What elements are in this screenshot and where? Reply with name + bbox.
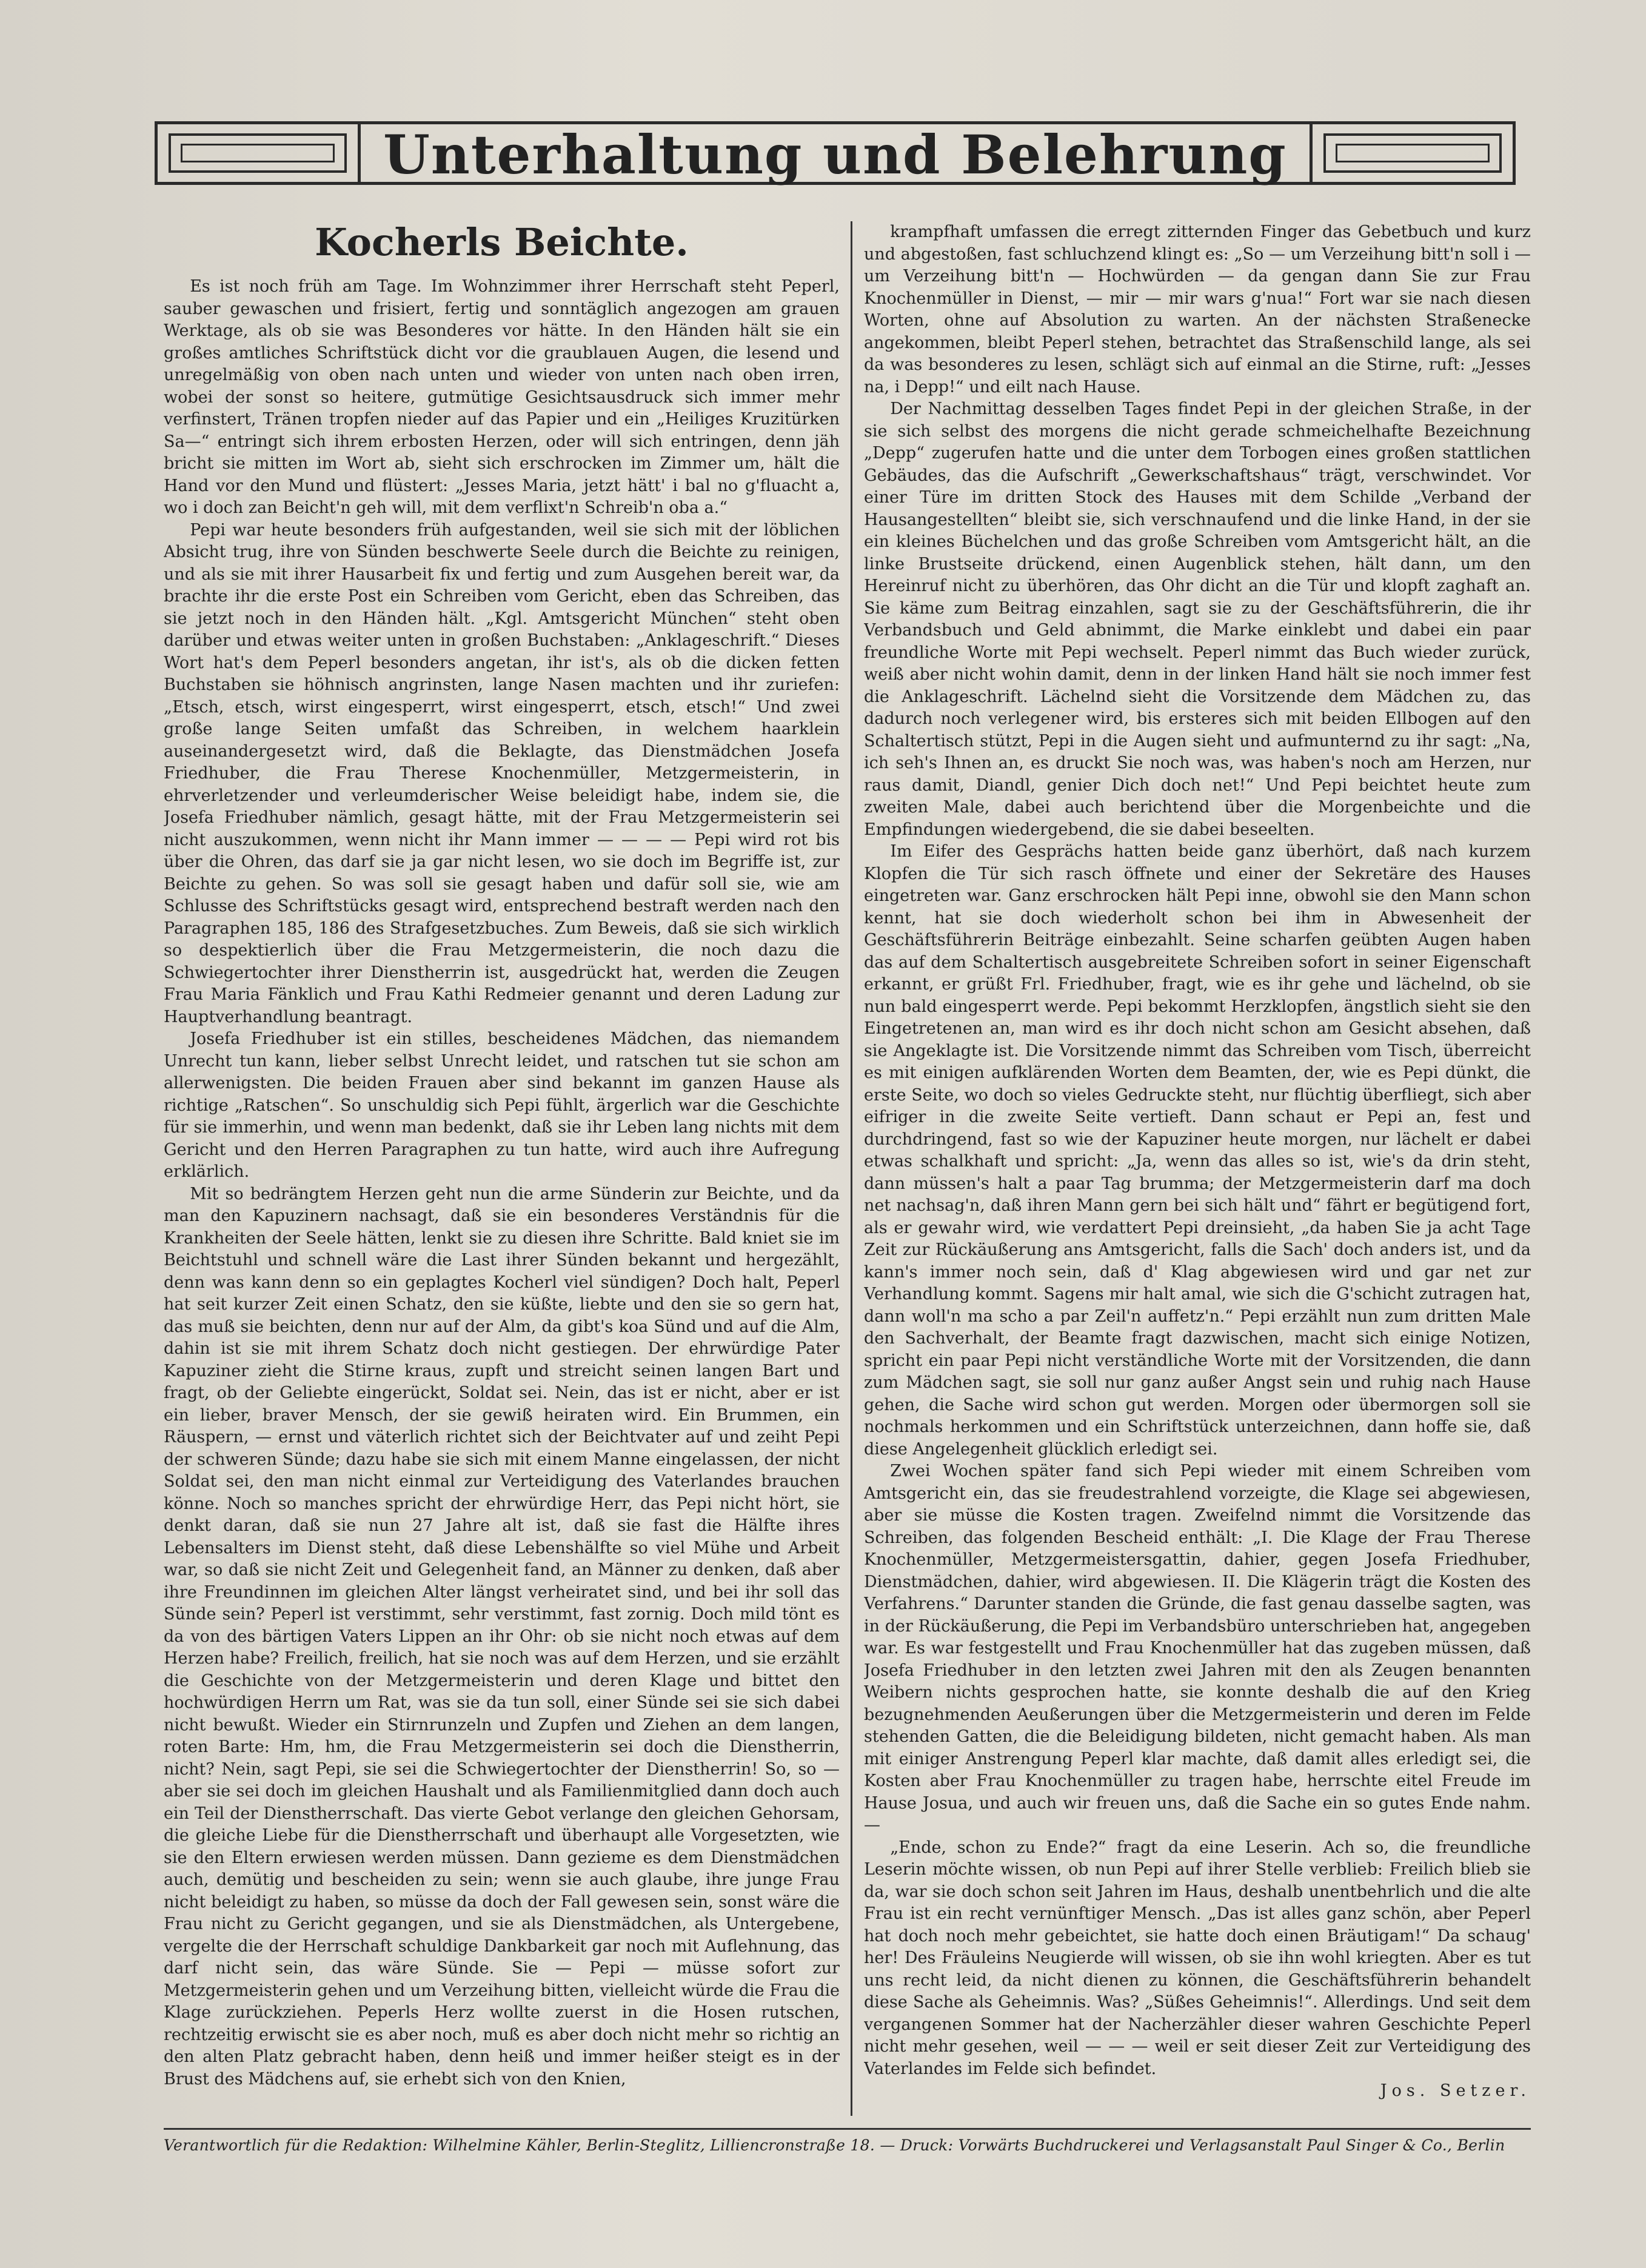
- right-column: [864, 221, 1531, 2119]
- article-title: Kocherls Beichte.: [315, 221, 689, 264]
- paragraph: Der Nachmittag desselben Tages findet Pepi in der gleichen Straße, in der sie sich selbst des morgens die nicht gerade schmeichelhafte Bezeichnung „Depp“ zugerufen hatte und die unter dem Torbogen eines großen stattlichen Gebäudes, das die Aufschrift „Gewerkschaftshaus“ trägt, verschwindet. Vor einer Türe im dritten Stock des Hauses mit dem Schilde „Verband der Hausangestellten“ bleibt sie, sich verschnaufend und die linke Hand, in der sie ein kleines Büchelchen und das große Schreiben vom Amtsgericht hält, an die linke Brustseite drückend, einen Augenblick stehen, hält dann, um den Hereinruf nicht zu überhören, das Ohr dicht an die Tür und klopft zaghaft an. Sie käme zum Beitrag einzahlen, sagt sie zu der Geschäftsführerin, die ihr Verbandsbuch und Geld abnimmt, die Marke einklebt und dabei ein paar freundliche Worte mit Pepi wechselt. Peperl nimmt das Buch wieder zurück, weiß aber nicht wohin damit, denn in der linken Hand hält sie noch immer fest die Anklageschrift. Lächelnd sieht die Vorsitzende dem Mädchen zu, das dadurch noch verlegener wird, bis ersteres sich mit beiden Ellbogen auf den Schaltertisch stützt, Pepi in die Augen sieht und aufmunternd zu ihr sagt: „Na, ich seh's Ihnen an, es druckt Sie noch was, was haben's noch am Herzen, nur raus damit, Diandl, genier Dich doch net!“ Und Pepi beichtet heute zum zweiten Male, dabei auch berichtend über die Morgenbeichte und die Empfindungen wiedergebend, die sie dabei beseelten.: [864, 400, 1531, 839]
- footer-rule: [164, 2128, 1531, 2130]
- article-author: Jos. Setzer.: [1380, 2081, 1531, 2100]
- left-column: [164, 221, 840, 2119]
- paragraph: Im Eifer des Gesprächs hatten beide ganz überhört, daß nach kurzem Klopfen die Tür sich rasch öffnete und einer der Sekretäre des Hauses eingetreten war. Ganz erschrocken hält Pepi inne, obwohl sie den Mann schon kennt, hat sie doch wiederholt schon bei ihm in Abwesenheit der Geschäftsführerin Beiträge einbezahlt. Seine scharfen geübten Augen haben das auf dem Schaltertisch ausgebreitete Schreiben sofort in seiner Eigenschaft erkannt, er grüßt Frl. Friedhuber, fragt, wie es ihr gehe und lächelnd, ob sie nun bald eingesperrt werde. Pepi bekommt Herzklopfen, ängstlich sieht sie den Eingetretenen an, man wird es ihr doch nicht schon am Gesicht absehen, daß sie Angeklagte ist. Die Vorsitzende nimmt das Schreiben vom Tisch, überreicht es mit einigen aufklärenden Worten dem Beamten, der, wie es Pepi dünkt, die erste Seite, wo doch so vieles Gedruckte steht, nur flüchtig überfliegt, sich aber eifriger in die zweite Seite vertieft. Dann schaut er Pepi an, fest und durchdringend, fast so wie der Kapuziner heute morgen, nur lächelt er dabei etwas schalkhaft und spricht: „Ja, wenn das alles so ist, wie's da drin steht, dann müssen's halt a paar Tag brumma; der Metzgermeisterin darf ma doch net nachsag'n, daß ihren Mann gern bei sich hält und“ fährt er begütigend fort, als er gewahr wird, wie verdattert Pepi dreinsieht, „da haben Sie ja acht Tage Zeit zur Rückäußerung ans Amtsgericht, falls die Sach' doch anders ist, und da kann's immer noch sein, daß d' Klag abgewiesen wird und gar net zur Verhandlung kommt. Sagens mir halt amal, wie sich die G'schicht zutragen hat, dann woll'n ma scho a par Zeil'n auffetz'n.“ Pepi erzählt nun zum dritten Male den Sachverhalt, der Beamte fragt dazwischen, macht sich einige Notizen, spricht ein paar Pepi nicht verständliche Worte mit der Vorsitzenden, die dann zum Mädchen sagt, sie soll nur ganz außer Angst sein und ruhig nach Hause gehen, die Sache wird schon gut werden. Morgen oder übermorgen soll sie nochmals herkommen und ein Schriftstück unterzeichnen, dann hoffe sie, daß diese Angelegenheit glücklich erledigt sei.: [864, 842, 1531, 1459]
- paragraph: Pepi war heute besonders früh aufgestanden, weil sie sich mit der löblichen Absicht trug, ihre von Sünden beschwerte Seele durch die Beichte zu reinigen, und als sie mit ihrer Hausarbeit fix und fertig und zum Ausgehen bereit war, da brachte ihr die erste Post ein Schreiben vom Gericht, eben das Schreiben, das sie jetzt noch in den Händen hält. „Kgl. Amtsgericht München“ steht oben darüber und etwas weiter unten in großen Buchstaben: „Anklageschrift.“ Dieses Wort hat's dem Peperl besonders angetan, ihr ist's, als ob die dicken fetten Buchstaben sie höhnisch angrinsten, lange Nasen machten und ihr zuriefen: „Etsch, etsch, wirst eingesperrt, wirst eingesperrt, etsch, etsch!“ Und zwei große lange Seiten umfaßt das Schreiben, in welchem haarklein auseinandergesetzt wird, daß die Beklagte, das Dienstmädchen Josefa Friedhuber, die Frau Therese Knochenmüller, Metzgermeisterin, in ehrverletzender und verleumderischer Weise beleidigt habe, indem sie, die Josefa Friedhuber nämlich, gesagt hätte, mit der Frau Metzgermeisterin sei nicht auszukommen, wenn nicht ihr Mann immer — — — — Pepi wird rot bis über die Ohren, das darf sie ja gar nicht lesen, wo sie doch im Begriffe ist, zur Beichte zu gehen. So was soll sie gesagt haben und dafür soll sie, wie am Schlusse des Schriftstücks gesagt wird, entsprechend bestraft werden nach den Paragraphen 185, 186 des Strafgesetzbuches. Zum Beweis, daß sie sich wirklich so despektierlich über die Frau Metzgermeisterin, die noch dazu die Schwiegertochter ihrer Dienstherrin ist, ausgedrückt hat, werden die Zeugen Frau Maria Fänklich und Frau Kathi Redmeier genannt und deren Ladung zur Hauptverhandlung beantragt.: [164, 520, 840, 1026]
- paragraph: krampfhaft umfassen die erregt zitternden Finger das Gebetbuch und kurz und abgestoßen, fast schluchzend klingt es: „So — um Verzeihung bitt'n soll i — um Verzeihung bitt'n — Hochwürden — da gengan dann Sie zur Frau Knochenmüller in Dienst, — mir — mir wars g'nua!“ Fort war sie nach diesen Worten, ohne auf Absolution zu warten. An der nächsten Straßenecke angekommen, bleibt Peperl stehen, betrachtet das Straßenschild lange, als sei da was besonderes zu lesen, schlägt sich auf einmal an die Stirne, ruft: „Jesses na, i Depp!“ und eilt nach Hause.: [864, 222, 1531, 396]
- imprint-footer: Verantwortlich für die Redaktion: Wilhelmine Kähler, Berlin-Steglitz, Lilliencronstraße 18. — Druck: Vorwärts Buchdruckerei und Verlagsanstalt Paul Singer & Co., Berlin: [164, 2136, 1505, 2154]
- section-title: Unterhaltung und Belehrung: [383, 123, 1287, 186]
- paragraph: Zwei Wochen später fand sich Pepi wieder mit einem Schreiben vom Amtsgericht ein, das sie freudestrahlend vorzeigte, die Klage sei abgewiesen, aber sie müsse die Kosten tragen. Zweifelnd nimmt die Vorsitzende das Schreiben, das folgenden Bescheid enthält: „I. Die Klage der Frau Therese Knochenmüller, Metzgermeistersgattin, dahier, gegen Josefa Friedhuber, Dienstmädchen, dahier, wird abgewiesen. II. Die Klägerin trägt die Kosten des Verfahrens.“ Darunter standen die Gründe, die fast genau dasselbe sagten, was in der Rückäußerung, die Pepi im Verbandsbüro unterschrieben hat, angegeben war. Es war festgestellt und Frau Knochenmüller hat das zugeben müssen, daß Josefa Friedhuber in den letzten zwei Jahren mit den als Zeugen benannten Weibern nichts gesprochen hatte, sie konnte deshalb die auf den Krieg bezugnehmenden Aeußerungen über die Metzgermeisterin und deren im Felde stehenden Gatten, die die Beleidigung bildeten, nicht gemacht haben. Als man mit einiger Anstrengung Peperl klar machte, daß damit alles erledigt sei, die Kosten aber Frau Knochenmüller zu tragen habe, herrschte eitel Freude im Hause Josua, und auch wir freuen uns, daß die Sache ein so gutes Ende nahm. —: [864, 1462, 1531, 1835]
- section-header: [155, 91, 1516, 212]
- paragraph: Mit so bedrängtem Herzen geht nun die arme Sünderin zur Beichte, und da man den Kapuzinern nachsagt, daß sie ein besonderes Verständnis für die Krankheiten der Seele hätten, lenkt sie zu diesen ihre Schritte. Bald kniet sie im Beichtstuhl und schnell wäre die Last ihrer Sünden bekannt und hergezählt, denn was kann denn so ein geplagtes Kocherl viel sündigen? Doch halt, Peperl hat seit kurzer Zeit einen Schatz, den sie küßte, liebte und den sie so gern hat, das muß sie beichten, denn nur auf der Alm, da gibt's koa Sünd und auf die Alm, dahin ist sie mit ihrem Schatz doch nicht gestiegen. Der ehrwürdige Pater Kapuziner zieht die Stirne kraus, zupft und streicht seinen langen Bart und fragt, ob der Geliebte eingerückt, Soldat sei. Nein, das ist er nicht, aber er ist ein lieber, braver Mensch, der sie gewiß heiraten wird. Ein Brummen, ein Räuspern, — ernst und väterlich richtet sich der Beichtvater auf und zeiht Pepi der schweren Sünde; dazu habe sie sich mit einem Manne eingelassen, der nicht Soldat sei, den man nicht einmal zur Verteidigung des Vaterlandes brauchen könne. Noch so manches spricht der ehrwürdige Herr, das Pepi nicht hört, sie denkt daran, daß sie nun 27 Jahre alt ist, daß sie fast die Hälfte ihres Lebensalters im Dienst steht, daß diese Lebenshälfte so viel Mühe und Arbeit war, so daß sie nicht Zeit und Gelegenheit fand, an Männer zu denken, daß aber ihre Freundinnen im gleichen Alter längst verheiratet sind, und bei ihr soll das Sünde sein? Peperl ist verstimmt, sehr verstimmt, fast zornig. Doch mild tönt es da von des bärtigen Vaters Lippen an ihr Ohr: ob sie nicht noch etwas auf dem Herzen habe? Freilich, freilich, hat sie noch was auf dem Herzen, und sie erzählt die Geschichte von der Metzgermeisterin und deren Klage und bittet den hochwürdigen Herrn um Rat, was sie da tun soll, einer Sünde sei sie sich dabei nicht bewußt. Wieder ein Stirnrunzeln und Zupfen und Ziehen an dem langen, roten Barte: Hm, hm, die Frau Metzgermeisterin sei doch die Dienstherrin, nicht? Nein, sagt Pepi, sie sei die Schwiegertochter der Dienstherrin! So, so — aber sie sei doch im gleichen Haushalt und als Familienmitglied dann doch auch ein Teil der Dienstherrschaft. Das vierte Gebot verlange den gleichen Gehorsam, die gleiche Liebe für die Dienstherrschaft und überhaupt alle Vorgesetzten, wie sie den Eltern erwiesen werden müssen. Dann gezieme es dem Dienstmädchen auch, demütig und bescheiden zu sein; wenn sie auch glaube, ihre junge Frau nicht beleidigt zu haben, so müsse da doch der Fall gewesen sein, sonst wäre die Frau nicht zu Gericht gegangen, und sie als Dienstmädchen, als Untergebene, vergelte die der Herrschaft schuldige Dankbarkeit gar noch mit Auflehnung, das darf nicht sein, das wäre Sünde. Sie — Pepi — müsse sofort zur Metzgermeisterin gehen und um Verzeihung bitten, vielleicht würde die Frau die Klage zurückziehen. Peperls Herz wollte zuerst in die Hosen rutschen, rechtzeitig erwischt sie es aber noch, muß es aber doch nicht mehr so richtig an den alten Platz gebracht haben, denn heiß und immer heißer steigt es in der Brust des Mädchens auf, sie erhebt sich von den Knien,: [164, 1184, 840, 2089]
- paragraph: „Ende, schon zu Ende?“ fragt da eine Leserin. Ach so, die freundliche Leserin möchte wissen, ob nun Pepi auf ihrer Stelle verblieb: Freilich blieb sie da, war sie doch schon seit Jahren im Haus, deshalb unentbehrlich und die alte Frau ist ein recht vernünftiger Mensch. „Das ist alles ganz schön, aber Peperl hat doch noch mehr gebeichtet, sie hatte doch einen Bräutigam!“ Da schaug' her! Des Fräuleins Neugierde will wissen, ob sie ihn wohl kriegten. Aber es tut uns recht leid, da nicht dienen zu können, die Geschäftsführerin behandelt diese Sache als Geheimnis. Was? „Süßes Geheimnis!“. Allerdings. Und seit dem vergangenen Sommer hat der Nacherzähler dieser wahren Geschichte Peperl nicht mehr gesehen, weil — — — weil er seit dieser Zeit zur Verteidigung des Vaterlandes im Felde sich befindet.: [864, 1838, 1531, 2078]
- column-divider: [851, 221, 852, 2116]
- paragraph: Es ist noch früh am Tage. Im Wohnzimmer ihrer Herrschaft steht Peperl, sauber gewaschen und frisiert, fertig und sonntäglich angezogen am grauen Werktage, als ob sie was Besonderes vor hätte. In den Händen hält sie ein großes amtliches Schriftstück dicht vor die graublauen Augen, die lesend und unregelmäßig von oben nach unten und wieder von unten nach oben irren, wobei der sonst so heitere, gutmütige Gesichtsausdruck sich immer mehr verfinstert, Tränen tropfen nieder auf das Papier und ein „Heiliges Kruzitürken Sa—“ entringt sich ihrem erbosten Herzen, oder will sich entringen, denn jäh bricht sie mitten im Wort ab, sieht sich erschrocken im Zimmer um, hält die Hand vor den Mund und flüstert: „Jesses Maria, jetzt hätt' i bal no g'fluacht a, wo i doch zan Beicht'n geh will, mit dem verflixt'n Schreib'n oba a.“: [164, 277, 840, 517]
- paragraph: Josefa Friedhuber ist ein stilles, bescheidenes Mädchen, das niemandem Unrecht tun kann, lieber selbst Unrecht leidet, und ratschen tut sie schon am allerwenigsten. Die beiden Frauen aber sind bekannt im ganzen Hause als richtige „Ratschen“. So unschuldig sich Pepi fühlt, ärgerlich war die Geschichte für sie immerhin, und wenn man bedenkt, daß sie ihr Leben lang nichts mit dem Gericht und den Herren Paragraphen zu tun hatte, wird auch ihre Aufregung erklärlich.: [164, 1029, 840, 1181]
